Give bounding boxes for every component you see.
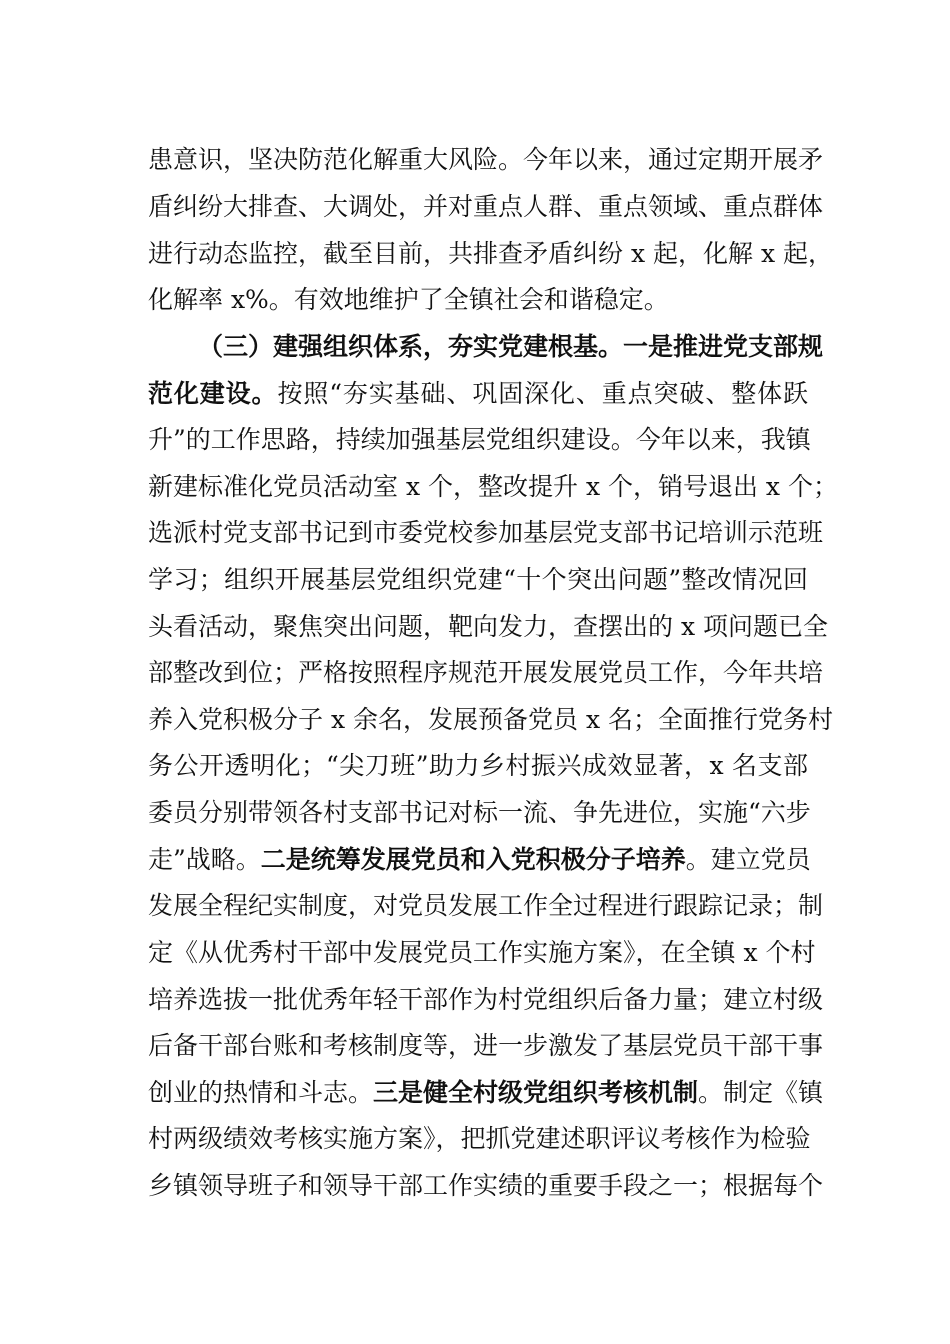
text-line (148, 840, 811, 880)
text-segment: 养入党积极分子 x 余名，发展预备党员 x 名；全面推行党务村 (148, 705, 833, 734)
text-line (148, 187, 824, 227)
text-line (148, 700, 833, 740)
text-line (148, 746, 808, 786)
section-heading-line (198, 327, 824, 367)
text-segment: 患意识，坚决防范化解重大风险。今年以来，通过定期开展矛 (148, 145, 824, 174)
text-segment: 务公开透明化；“尖刀班”助力乡村振兴成效显著，x 名支部 (148, 751, 808, 780)
text-line (148, 1073, 824, 1113)
text-segment: 定《从优秀村干部中发展党员工作实施方案》，在全镇 x 个村 (148, 938, 816, 967)
text-line (148, 280, 808, 320)
text-line (148, 980, 824, 1020)
point-title: 三是健全村级党组织考核机制 (373, 1078, 699, 1107)
text-segment: 头看活动，聚焦突出问题，靶向发力，查摆出的 x 项问题已全 (148, 612, 828, 641)
text-segment: 委员分别带领各村支部书记对标一流、争先进位，实施“六步 (148, 798, 811, 827)
text-segment: 培养选拔一批优秀年轻干部作为村党组织后备力量；建立村级 (148, 985, 824, 1014)
text-line (148, 653, 824, 693)
section-heading: （三）建强组织体系，夯实党建根基。一是推进党支部规 (198, 332, 824, 361)
text-segment: 后备干部台账和考核制度等，进一步激发了基层党员干部干事 (148, 1031, 824, 1060)
text-segment: 发展全程纪实制度，对党员发展工作全过程进行跟踪记录；制 (148, 891, 824, 920)
text-line (148, 1119, 811, 1159)
text-segment: 。制定《镇 (698, 1078, 824, 1107)
text-line (148, 374, 808, 414)
point-title: 二是统筹发展党员和入党积极分子培养 (260, 845, 686, 874)
text-line (148, 1026, 824, 1066)
text-line (148, 420, 811, 460)
text-segment: 升”的工作思路，持续加强基层党组织建设。今年以来，我镇 (148, 425, 811, 454)
text-segment: 。建立党员 (685, 845, 811, 874)
text-segment: 选派村党支部书记到市委党校参加基层党支部书记培训示范班 (148, 518, 824, 547)
text-line (148, 513, 824, 553)
text-segment: 学习；组织开展基层党组织党建“十个突出问题”整改情况回 (148, 565, 808, 594)
point-title: 范化建设。 (148, 379, 278, 408)
text-line (148, 933, 816, 973)
text-line (148, 607, 828, 647)
text-segment: 走”战略。 (148, 845, 261, 874)
text-line (148, 467, 838, 507)
text-line (148, 234, 833, 274)
text-segment: 按照“夯实基础、巩固深化、重点突破、整体跃 (277, 379, 808, 408)
text-segment: 进行动态监控，截至目前，共排查矛盾纠纷 x 起，化解 x 起， (148, 239, 833, 268)
text-segment: 村两级绩效考核实施方案》，把抓党建述职评议考核作为检验 (148, 1124, 811, 1153)
text-segment: 部整改到位；严格按照程序规范开展发展党员工作，今年共培 (148, 658, 824, 687)
text-segment: 新建标准化党员活动室 x 个，整改提升 x 个，销号退出 x 个； (148, 472, 838, 501)
text-segment: 化解率 x%。有效地维护了全镇社会和谐稳定。 (148, 285, 669, 314)
text-line (148, 886, 824, 926)
text-segment: 创业的热情和斗志。 (148, 1078, 374, 1107)
text-line (148, 793, 811, 833)
text-line (148, 560, 808, 600)
text-segment: 盾纠纷大排查、大调处，并对重点人群、重点领域、重点群体 (148, 192, 824, 221)
text-segment: 乡镇领导班子和领导干部工作实绩的重要手段之一；根据每个 (148, 1171, 824, 1200)
text-line (148, 140, 824, 180)
text-line (148, 1166, 824, 1206)
